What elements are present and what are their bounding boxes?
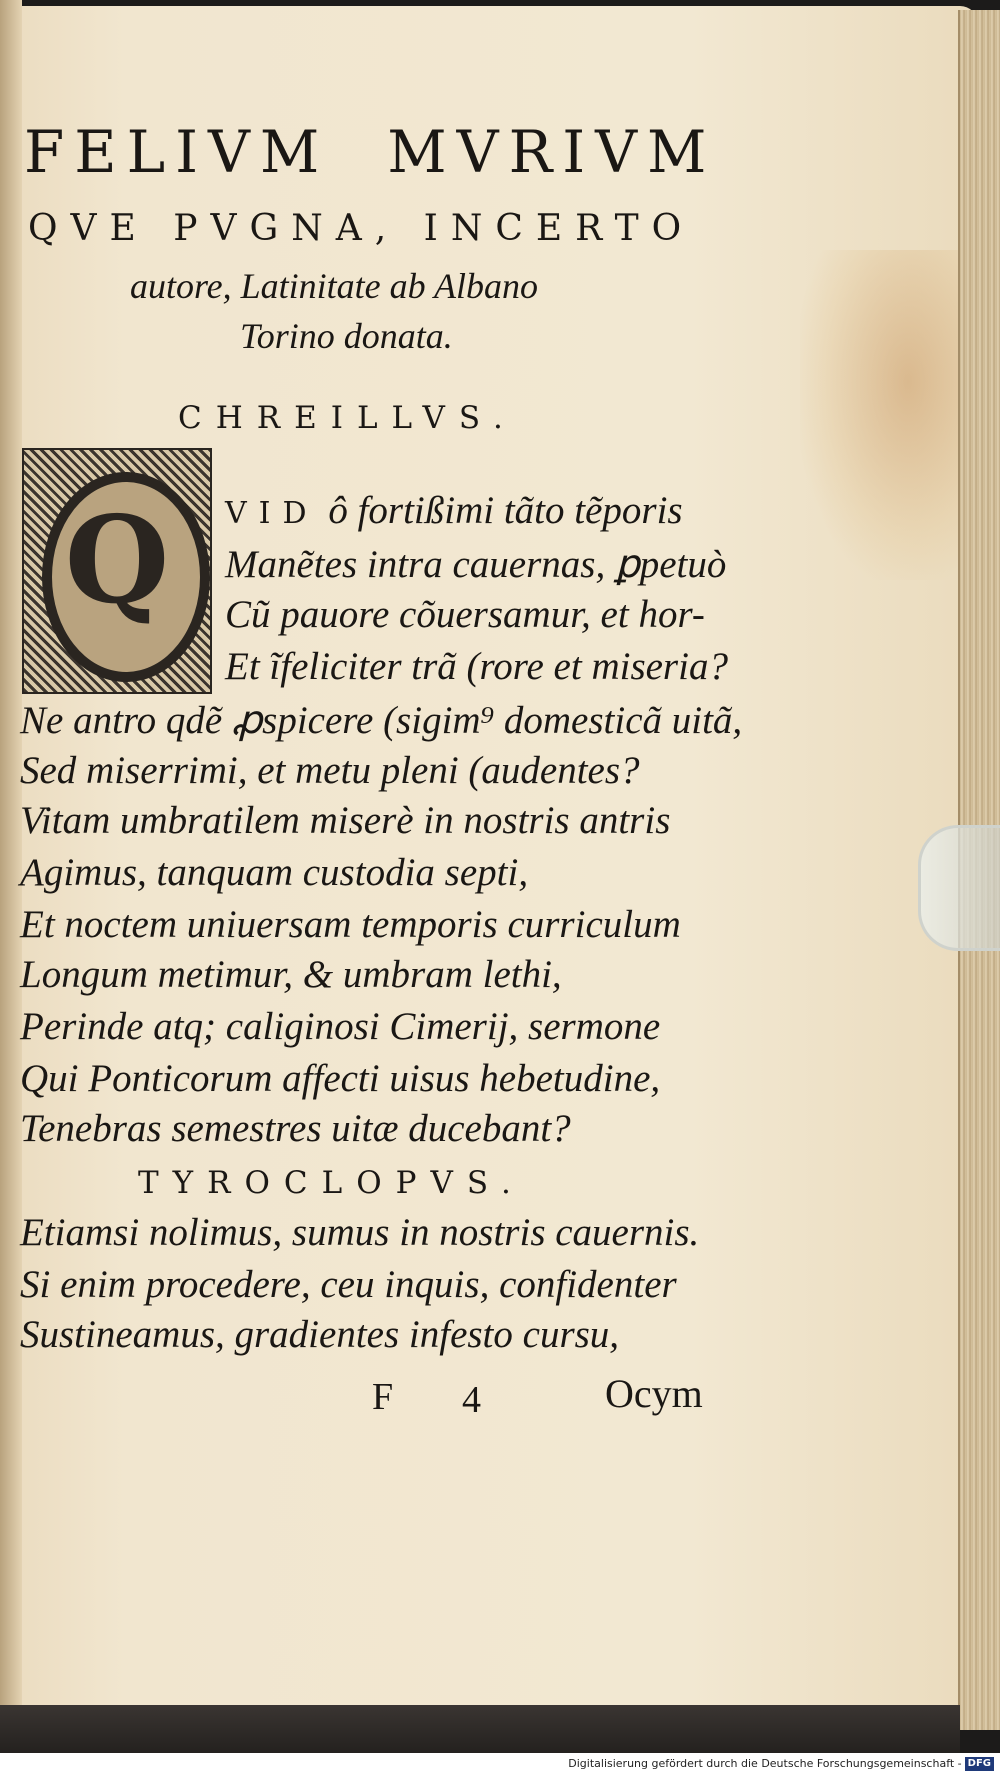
verse-line: Si enim procedere, ceu inquis, confidenter [20,1263,677,1306]
verse-line [20,698,742,743]
verse-line [20,748,640,793]
verse-line [20,1106,571,1151]
verse-line-text: Sed miserrimi, et metu pleni (audentes? [20,749,640,792]
verse-line-text: ô fortißimi tãto tẽporis [318,489,683,532]
verse-line [225,488,683,533]
verse-line-text: Ne antro qdẽ ꝓspicere (sigim⁹ domesticã uitã, [20,699,743,742]
verse-line [225,592,705,637]
verse-line-text: Et noctem uniuersam temporis curriculum [20,903,681,946]
title-word-1: FELIVM [24,118,330,186]
verse-line [20,850,528,895]
verse-line [20,798,670,843]
verse-line-text: Perinde atq; caliginosi Cimerij, sermone [20,1005,661,1048]
speaker-heading-1: CHREILLVS. [178,400,517,436]
speaker-heading-2: TYROCLOPVS. [138,1165,525,1201]
dfg-logo: DFG [965,1757,994,1771]
initial-continuation: VID [225,496,319,531]
credit-text: Digitalisierung gefördert durch die Deutsche Forschungsgemeinschaft - [568,1757,962,1770]
verse-line [225,644,728,689]
verse-line [20,902,681,947]
title-line-1 [24,118,716,186]
decorated-initial [22,448,212,694]
verse-line-text: Cũ pauore cõuersamur, et hor- [225,593,705,636]
digitization-credit [0,1753,1000,1775]
verse-line-text: Longum metimur, & umbram lethi, [20,953,562,996]
verse-line-text: Manẽtes intra cauernas, ꝑpetuò [225,543,727,586]
verse-line-text: Agimus, tanquam custodia septi, [20,851,529,894]
verse-line: Sustineamus, gradientes infesto cursu, [20,1313,620,1356]
verse-line-text: Qui Ponticorum affecti uisus hebetudine, [20,1057,661,1100]
verse-line [20,952,562,997]
title-line-2: QVE PVGNA, INCERTO [28,208,695,249]
page-gutter-shadow [0,0,22,1705]
verse-line-text: Vitam umbratilem miserè in nostris antris [20,799,671,842]
verse-line-text: Tenebras semestres uitæ ducebant? [20,1107,571,1150]
verse-line [20,1004,660,1049]
title-word-2: MVRIVM [387,118,717,186]
verse-line [20,1056,660,1101]
verse-line-text: Et ĩfeliciter trã (rore et miseria? [225,645,728,688]
catchword: Ocym [605,1371,703,1416]
bookmark-clip [918,825,1000,951]
signature-mark-number: 4 [462,1379,481,1421]
water-stain [800,250,980,580]
title-line-3: autore, Latinitate ab Albano [130,266,539,306]
initial-letter: Q [64,490,170,631]
signature-mark-letter: F [372,1376,394,1418]
title-line-4: Torino donata. [240,316,453,356]
verse-line: Etiamsi nolimus, sumus in nostris cauernis. [20,1211,700,1254]
verse-line [225,542,726,587]
